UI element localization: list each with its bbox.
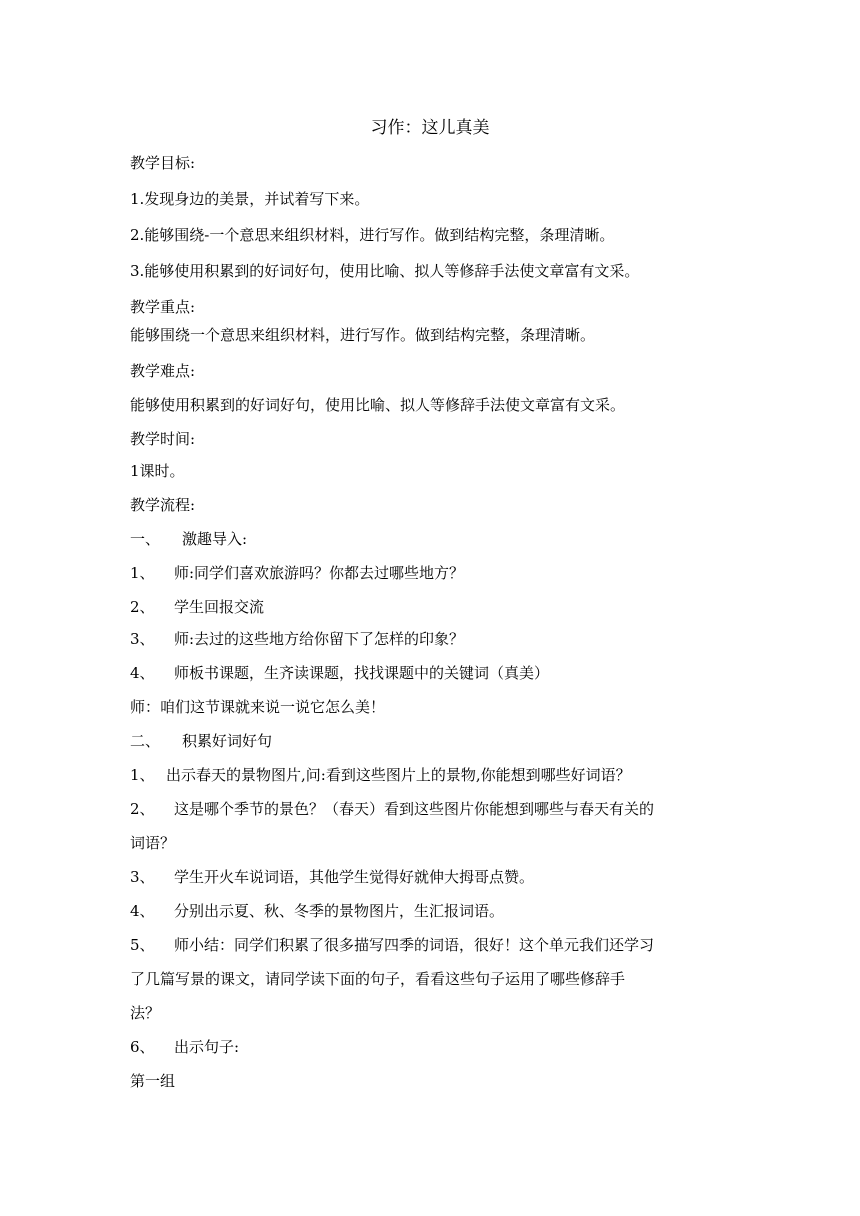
difficulty-text: 能够使用积累到的好词好句，使用比喻、拟人等修辞手法使文章富有文采。: [130, 396, 626, 414]
section-1-item: [130, 596, 730, 618]
item-text: 学生开火车说词语，其他学生觉得好就伸大拇哥点赞。: [174, 868, 535, 886]
item-text: 出示句子:: [174, 1038, 240, 1056]
section-2-item: [130, 798, 730, 820]
section-1-item: [130, 628, 730, 650]
item-number: 6、: [130, 1038, 155, 1056]
objectives-heading: 教学目标:: [130, 154, 196, 172]
item-number: 5、: [130, 936, 155, 954]
item-text: 这是哪个季节的景色？（春天）看到这些图片你能想到哪些与春天有关的: [174, 800, 655, 818]
section-2-item: [130, 866, 730, 888]
objective-item-3: 3.能够使用积累到的好词好句，使用比喻、拟人等修辞手法使文章富有文采。: [130, 262, 640, 280]
process-heading: 教学流程:: [130, 496, 196, 514]
section-1-item: [130, 562, 730, 584]
item-number: 3、: [130, 630, 155, 648]
item-number: 1、: [130, 564, 155, 582]
section-2-item: [130, 900, 730, 922]
group-label: 第一组: [130, 1072, 176, 1090]
item-number: 4、: [130, 664, 155, 682]
item-text: 出示春天的景物图片,问:看到这些图片上的景物,你能想到哪些好词语？: [166, 766, 631, 784]
item-continuation: 法？: [130, 1004, 161, 1022]
item-text: 分别出示夏、秋、冬季的景物图片，生汇报词语。: [174, 902, 505, 920]
item-number: 3、: [130, 868, 155, 886]
document-title: 习作：这儿真美: [370, 118, 490, 138]
time-text: 1课时。: [130, 462, 185, 480]
section-1-closing: 师：咱们这节课就来说一说它怎么美！: [130, 698, 386, 716]
item-continuation: 了几篇写景的课文，请同学读下面的句子，看看这些句子运用了哪些修辞手: [130, 970, 626, 988]
time-heading: 教学时间:: [130, 430, 196, 448]
item-text: 师:去过的这些地方给你留下了怎样的印象？: [174, 630, 465, 648]
section-2-number: 二、: [130, 732, 161, 750]
objective-item-1: 1.发现身边的美景，并试着写下来。: [130, 190, 370, 208]
item-number: 2、: [130, 800, 155, 818]
item-number: 1、: [130, 766, 155, 784]
item-number: 4、: [130, 902, 155, 920]
section-1-heading: [130, 528, 730, 550]
item-text: 师:同学们喜欢旅游吗？你都去过哪些地方？: [174, 564, 465, 582]
item-continuation: 词语？: [130, 834, 176, 852]
section-1-item: [130, 662, 730, 684]
section-2-item: [130, 934, 730, 956]
item-number: 2、: [130, 598, 155, 616]
item-text: 学生回报交流: [174, 598, 265, 616]
section-2-item: [130, 1036, 730, 1058]
section-2-heading: [130, 730, 730, 752]
objective-item-2: 2.能够围绕-一个意思来组织材料，进行写作。做到结构完整，条理清晰。: [130, 226, 615, 244]
section-1-title: 激趣导入:: [182, 530, 248, 548]
section-2-title: 积累好词好句: [182, 732, 273, 750]
key-points-heading: 教学重点:: [130, 298, 196, 316]
key-points-text: 能够围绕一个意思来组织材料，进行写作。做到结构完整，条理清晰。: [130, 326, 596, 344]
section-2-item: [130, 764, 730, 786]
item-text: 师小结：同学们积累了很多描写四季的词语，很好！这个单元我们还学习: [174, 936, 655, 954]
item-text: 师板书课题，生齐读课题，找找课题中的关键词（真美）: [174, 664, 550, 682]
section-1-number: 一、: [130, 530, 161, 548]
difficulty-heading: 教学难点:: [130, 362, 196, 380]
